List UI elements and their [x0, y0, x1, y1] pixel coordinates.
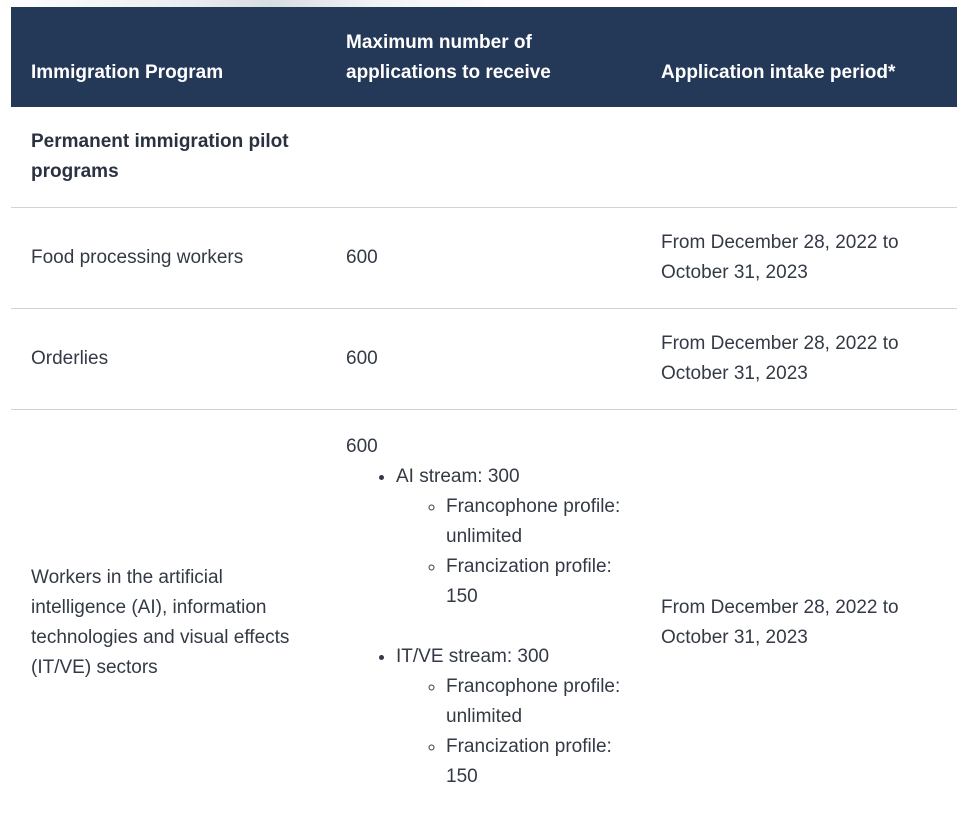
stream-label: AI stream: 300 [396, 466, 520, 487]
table-row [11, 208, 957, 309]
maximum-cell: 600 [326, 208, 641, 309]
section-empty-cell [326, 107, 641, 208]
table-row [11, 410, 957, 816]
header-maximum-applications: Maximum number of applications to receive [346, 32, 551, 83]
profile-item: ◦ Francophone profile: unlimited [446, 492, 621, 552]
header-intake-period: Application intake period* [661, 62, 896, 83]
maximum-cell: 600 [326, 309, 641, 410]
period-cell: From December 28, 2022 to October 31, 2023 [641, 208, 957, 309]
section-row [11, 107, 957, 208]
program-cell: Food processing workers [11, 208, 326, 309]
period-cell: From December 28, 2022 to October 31, 2023 [661, 597, 899, 648]
profile-list [396, 672, 621, 792]
profile-list [396, 492, 621, 612]
program-cell: Orderlies [11, 309, 326, 410]
stream-label: IT/VE stream: 300 [396, 646, 550, 667]
section-empty-cell [641, 107, 957, 208]
maximum-total: 600 [346, 436, 378, 457]
profile-item: ◦ Francization profile: 150 [446, 552, 621, 612]
table-body [11, 107, 957, 816]
header-row [11, 7, 957, 107]
stream-item-itve [396, 642, 621, 792]
header-immigration-program: Immigration Program [31, 62, 224, 83]
profile-item: ◦ Francophone profile: unlimited [446, 672, 621, 732]
section-title: Permanent immigration pilot programs [11, 107, 326, 208]
profile-item: ◦ Francization profile: 150 [446, 732, 621, 792]
stream-list [346, 462, 621, 792]
table-row [11, 309, 957, 410]
program-cell: Workers in the artificial intelligence (AI), information technologies and visual effects (IT/VE) sectors [31, 567, 290, 678]
intake-table [11, 7, 957, 816]
maximum-cell [326, 410, 641, 816]
period-cell: From December 28, 2022 to October 31, 2023 [641, 309, 957, 410]
table-header [11, 7, 957, 107]
stream-item-ai [396, 462, 621, 612]
